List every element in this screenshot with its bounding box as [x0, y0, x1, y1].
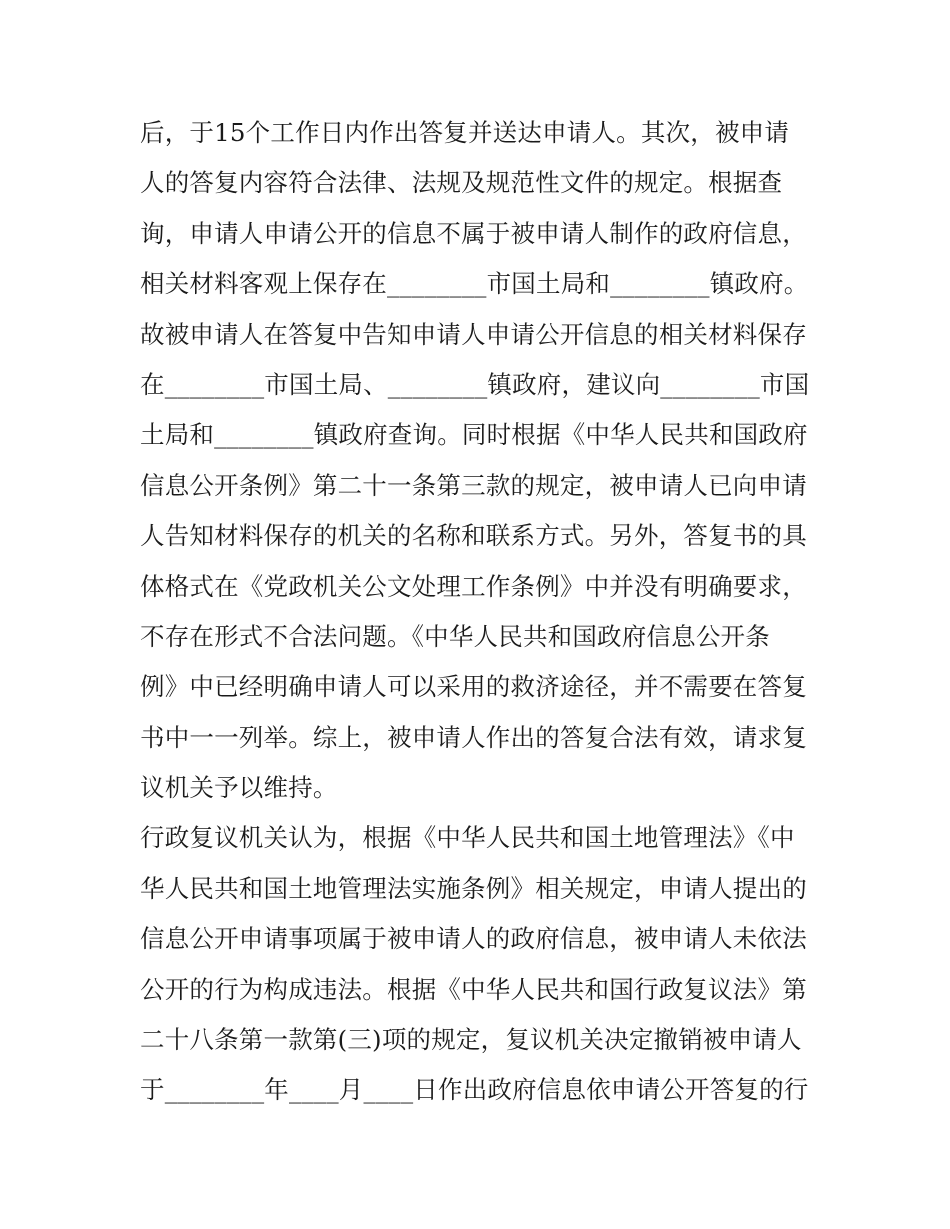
text-line: 华人民共和国土地管理法实施条例》相关规定，申请人提出的 — [140, 873, 807, 903]
text-line: 询，申请人申请公开的信息不属于被申请人制作的政府信息， — [140, 218, 807, 248]
text-line: 二十八条第一款第(三)项的规定，复议机关决定撤销被申请人 — [140, 1025, 802, 1055]
text-line: 于________年____月____日作出政府信息依申请公开答复的行 — [140, 1075, 809, 1105]
text-line: 在________市国土局、________镇政府，建议向________市国 — [140, 369, 810, 399]
text-line: 议机关予以维持。 — [140, 773, 338, 803]
text-line: 例》中已经明确申请人可以采用的救济途径，并不需要在答复 — [140, 672, 807, 702]
text-line: 信息公开申请事项属于被申请人的政府信息，被申请人未依法 — [140, 924, 807, 954]
text-line: 书中一一列举。综上，被申请人作出的答复合法有效，请求复 — [140, 722, 807, 752]
text-line: 土局和________镇政府查询。同时根据《中华人民共和国政府 — [140, 420, 808, 450]
document-body — [140, 108, 820, 1116]
text-line: 后，于15个工作日内作出答复并送达申请人。其次，被申请 — [140, 118, 790, 147]
text-line: 人的答复内容符合法律、法规及规范性文件的规定。根据查 — [140, 168, 783, 198]
text-line: 信息公开条例》第二十一条第三款的规定，被申请人已向申请 — [140, 470, 807, 500]
text-line: 相关材料客观上保存在________市国土局和________镇政府。 — [140, 269, 809, 299]
text-line: 不存在形式不合法问题。《中华人民共和国政府信息公开条 — [140, 621, 770, 651]
text-line: 公开的行为构成违法。根据《中华人民共和国行政复议法》第 — [140, 974, 807, 1004]
paragraph-start-line: 行政复议机关认为，根据《中华人民共和国土地管理法》《中 — [140, 823, 795, 853]
text-line: 人告知材料保存的机关的名称和联系方式。另外，答复书的具 — [140, 521, 807, 551]
text-line: 体格式在《党政机关公文处理工作条例》中并没有明确要求， — [140, 571, 807, 601]
text-line: 故被申请人在答复中告知申请人申请公开信息的相关材料保存 — [140, 319, 807, 349]
